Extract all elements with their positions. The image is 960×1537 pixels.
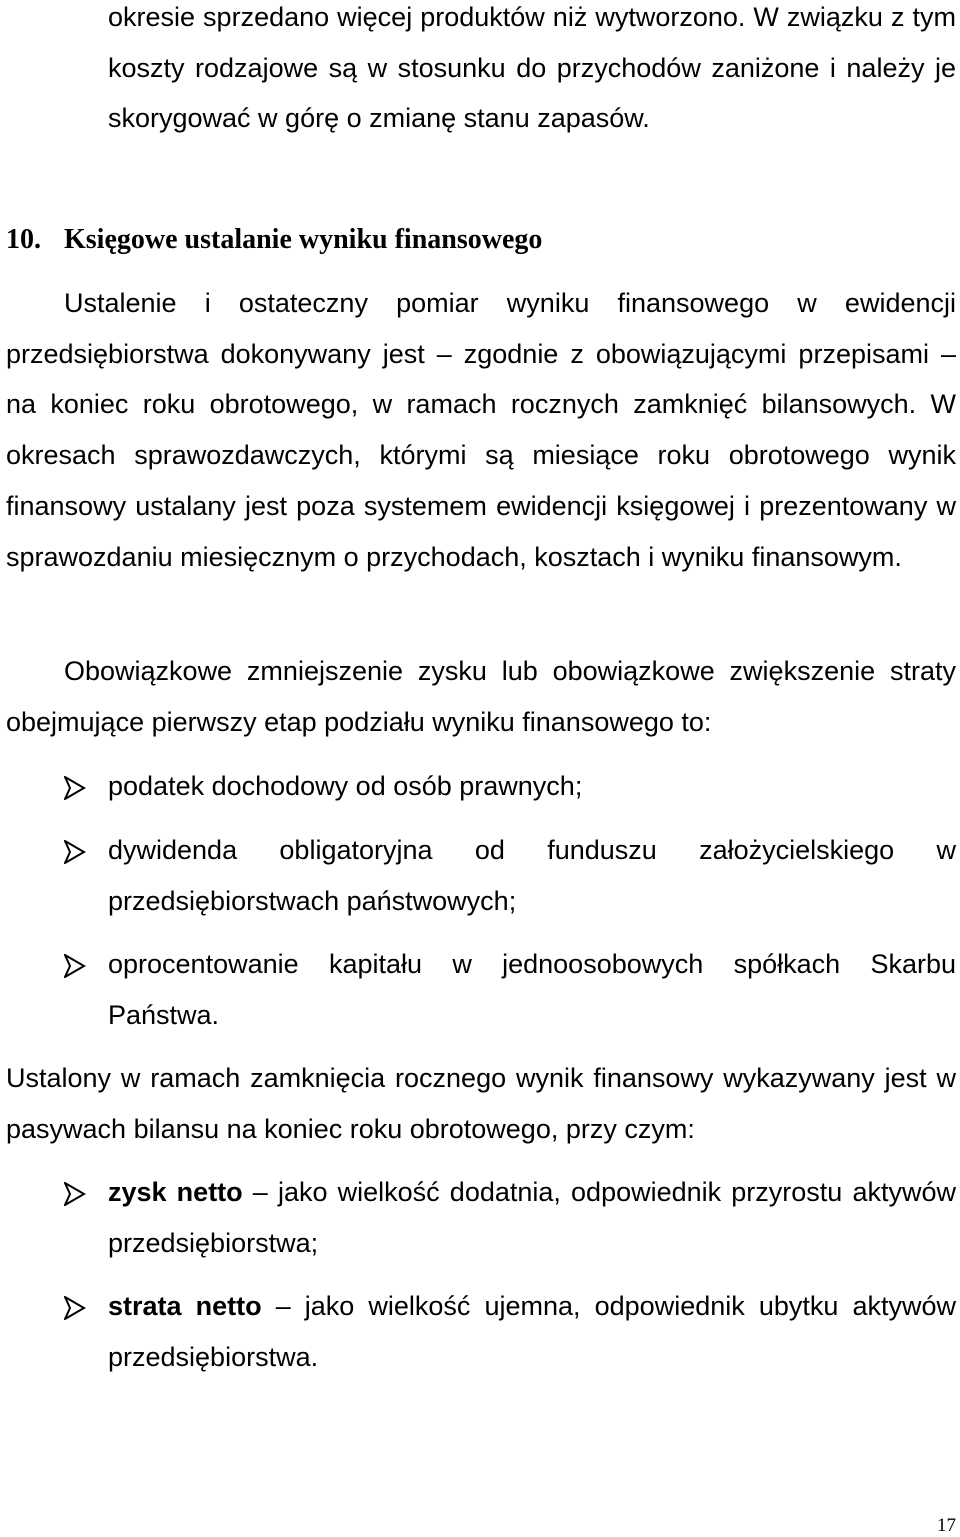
- paragraph-mandatory-reduction: Obowiązkowe zmniejszenie zysku lub obowiązkowe zwiększenie straty obejmujące pierwszy etap podziału wyniku finansowego to:: [6, 656, 956, 737]
- section-heading: [6, 215, 542, 265]
- definition-net-profit: – jako wielkość dodatnia, odpowiednik przyrostu aktywów przedsiębiorstwa;: [108, 1177, 956, 1258]
- term-net-loss: strata netto: [108, 1291, 262, 1321]
- arrowhead-bullet-icon: [64, 776, 86, 800]
- arrowhead-bullet-icon: [64, 954, 86, 978]
- arrowhead-bullet-icon: [64, 1296, 86, 1320]
- section-number: 10.: [6, 224, 41, 255]
- arrowhead-bullet-icon: [64, 1182, 86, 1206]
- section-title: Księgowe ustalanie wyniku finansowego: [64, 224, 543, 255]
- list-item-income-tax: podatek dochodowy od osób prawnych;: [108, 771, 583, 801]
- term-net-profit: zysk netto: [108, 1177, 243, 1207]
- list-item-net-loss: [108, 1281, 956, 1382]
- definition-net-loss: – jako wielkość ujemna, odpowiednik ubytku aktywów przedsiębiorstwa.: [108, 1291, 956, 1372]
- list-item-net-profit: [108, 1167, 956, 1268]
- list-item-dividend: dywidenda obligatoryjna od funduszu założycielskiego w przedsiębiorstwach państwowych;: [108, 835, 956, 916]
- paragraph-result-determination: Ustalenie i ostateczny pomiar wyniku finansowego w ewidencji przedsiębiorstwa dokonywany jest – zgodnie z obowiązującymi przepisami – na koniec roku obrotowego, w ramach rocznych zamknięć bilansowych. W okresach sprawozdawczych, którymi są miesiące roku obrotowego wynik finansowy ustalany jest poza systemem ewidencji księgowej i prezentowany w sprawozdaniu miesięcznym o przychodach, kosztach i wyniku finansowym.: [6, 288, 956, 572]
- arrowhead-bullet-icon: [64, 840, 86, 864]
- page-number: 17: [937, 1515, 956, 1536]
- intro-paragraph: okresie sprzedano więcej produktów niż wytworzono. W związku z tym koszty rodzajowe są w stosunku do przychodów zaniżone i należy je skorygować w górę o zmianę stanu zapasów.: [108, 2, 956, 134]
- paragraph-balance-sheet: Ustalony w ramach zamknięcia rocznego wynik finansowy wykazywany jest w pasywach bilansu na koniec roku obrotowego, przy czym:: [6, 1063, 956, 1144]
- list-item-capital-interest: oprocentowanie kapitału w jednoosobowych spółkach Skarbu Państwa.: [108, 949, 956, 1030]
